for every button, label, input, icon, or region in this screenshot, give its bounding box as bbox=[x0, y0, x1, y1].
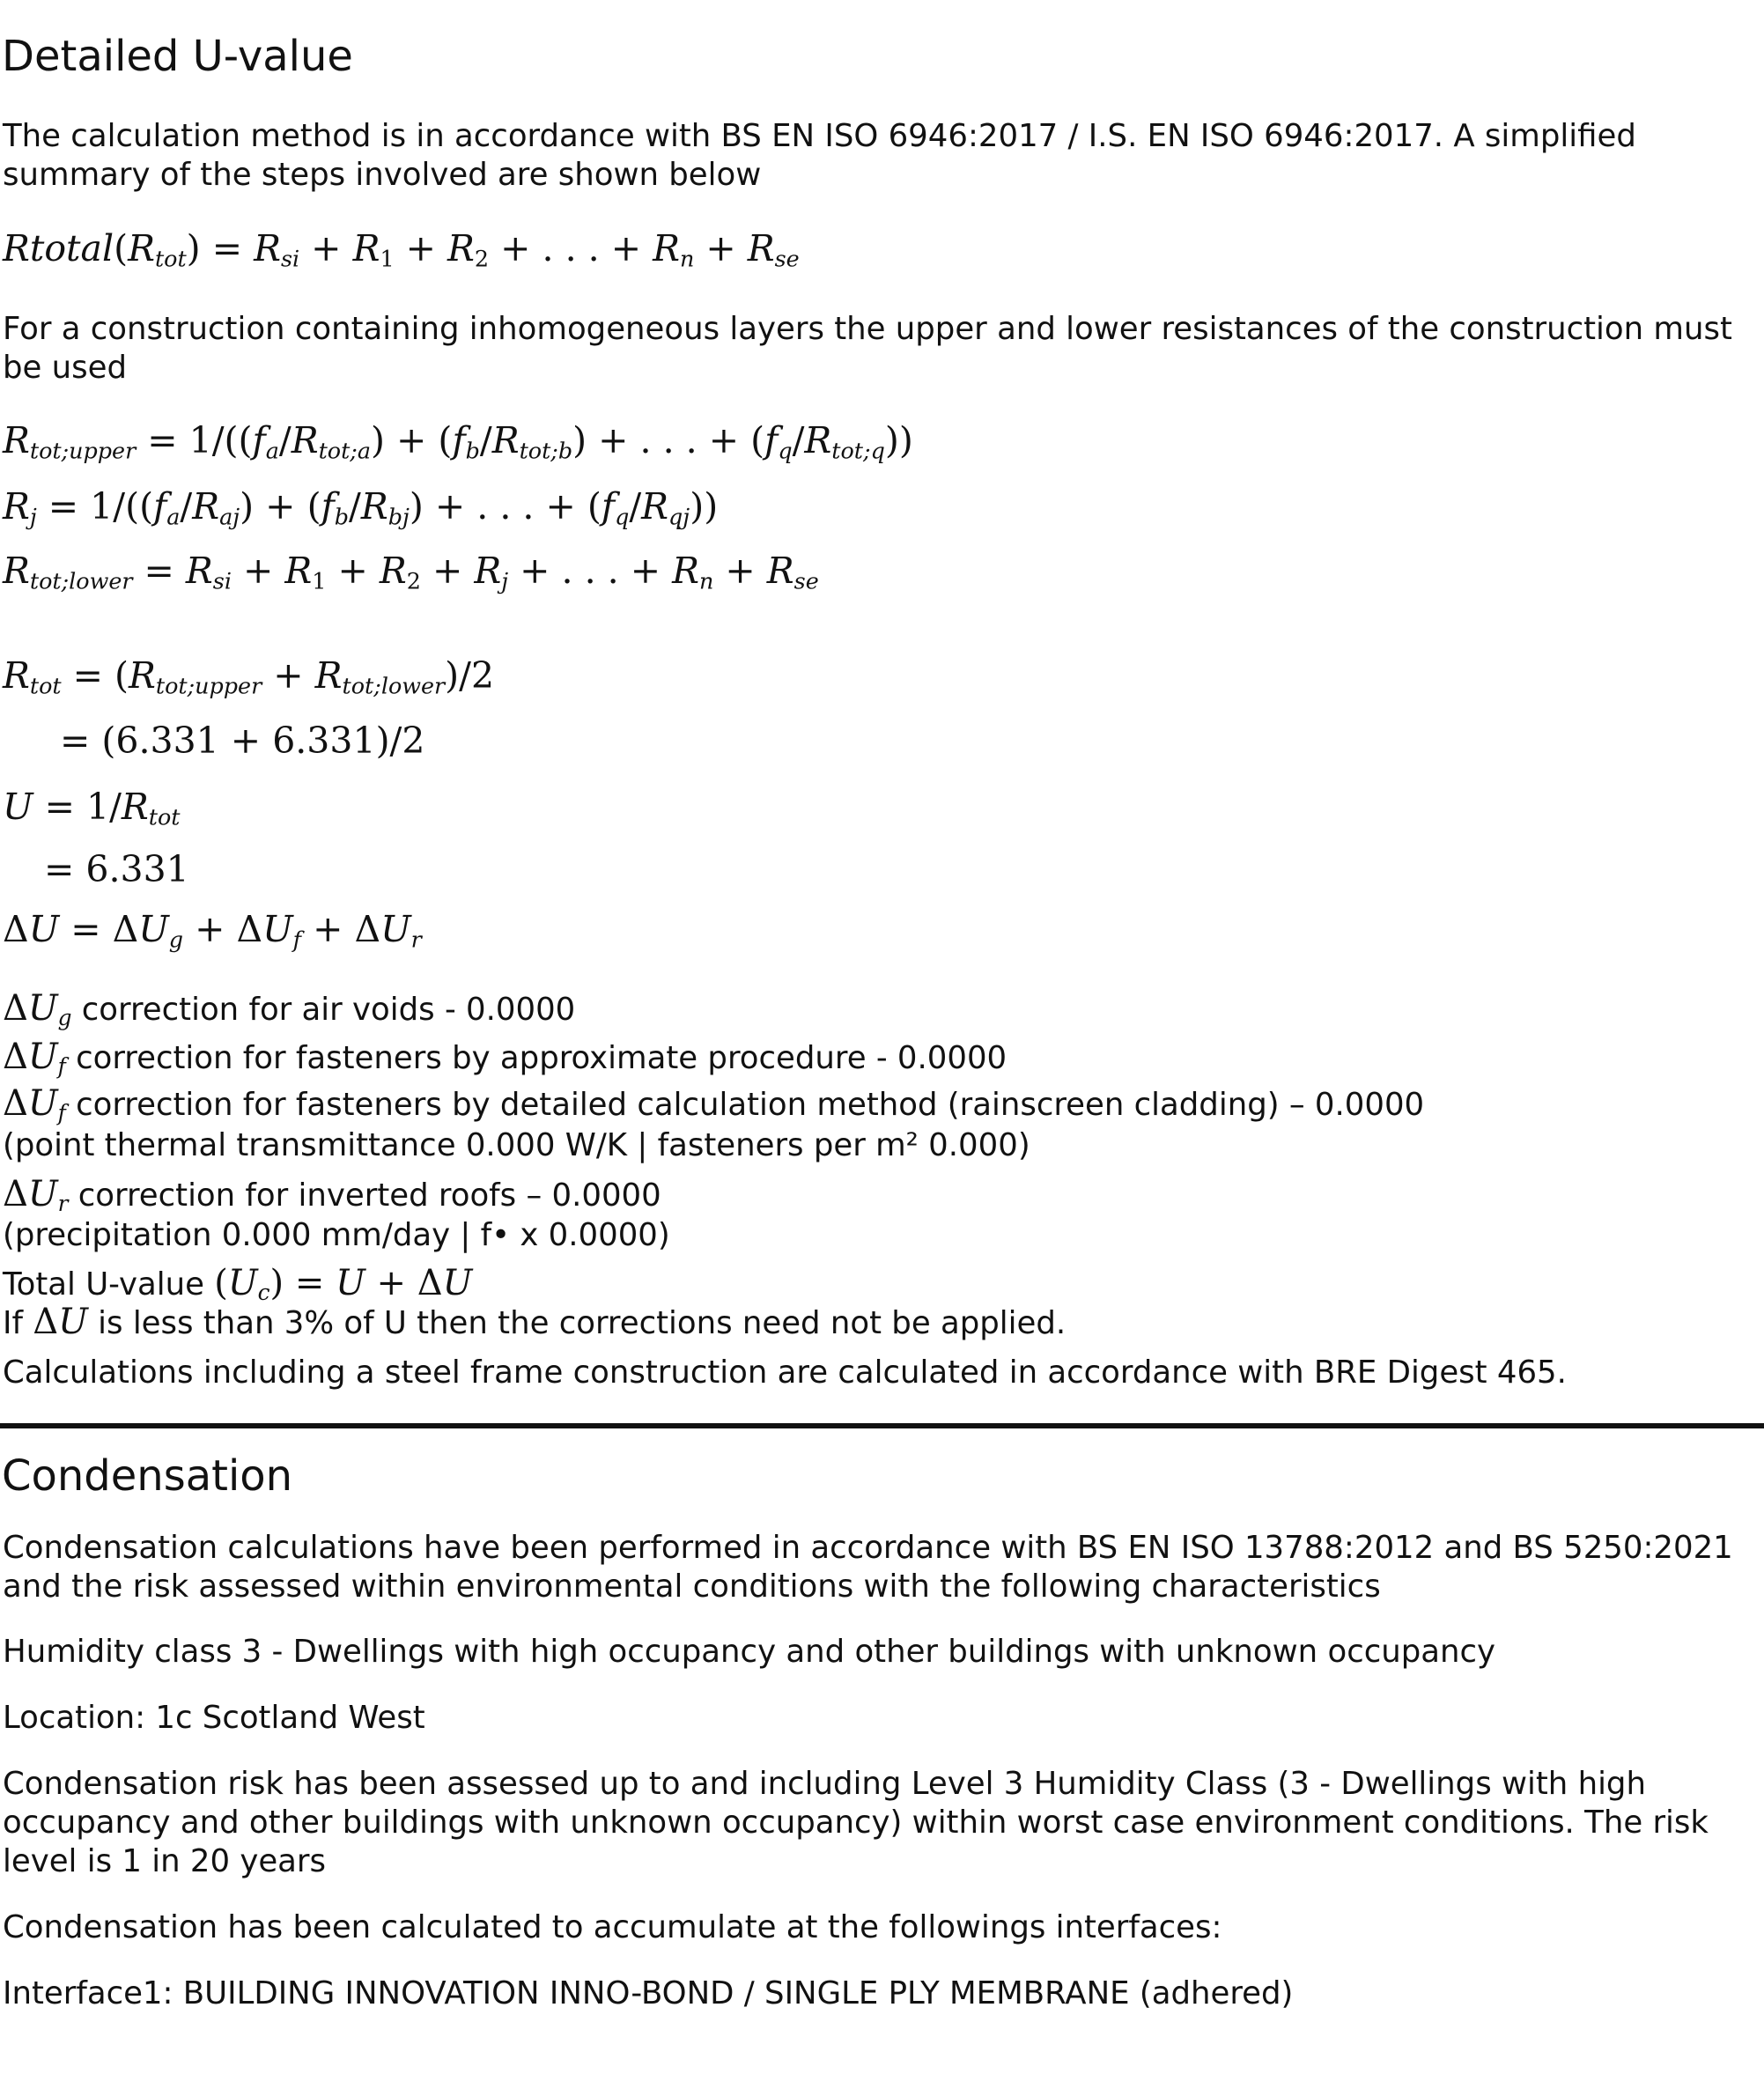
uvalue-intro: The calculation method is in accordance with BS EN ISO 6946:2017 / I.S. EN ISO 6946:2017. A simplified summary of the steps involved are shown below bbox=[3, 118, 1636, 193]
correction-fasteners-detailed: $\Delta U_f$ correction for fasteners by detailed calculation method (rainscreen cladding) – 0.0000 bbox=[3, 1083, 1425, 1126]
correction-inverted-roofs-note: (precipitation 0.000 mm/day | f• x 0.0000) bbox=[3, 1217, 670, 1253]
condensation-accumulate: Condensation has been calculated to accumulate at the followings interfaces: bbox=[3, 1909, 1222, 1945]
total-u-value: Total U-value $(U_c) = U + \Delta U$ bbox=[3, 1263, 473, 1306]
correction-inverted-roofs: $\Delta U_r$ correction for inverted roofs – 0.0000 bbox=[3, 1174, 661, 1217]
correction-air-voids: $\Delta U_g$ correction for air voids - 0.0000 bbox=[3, 988, 576, 1031]
formula-rtotal: $Rtotal(R_{tot}) = R_{si} + R_1 + R_2$ + . . . + $R_n + R_{se}$ bbox=[3, 227, 800, 272]
inhomogeneous-text: For a construction containing inhomogeneous layers the upper and lower resistances of the construction must be used bbox=[3, 311, 1732, 386]
section-divider bbox=[0, 1423, 1764, 1428]
condensation-risk: Condensation risk has been assessed up to and including Level 3 Humidity Class (3 - Dwellings with high occupancy and other buildings with unknown occupancy) within worst case environment conditions. The risk level is 1 in 20 years bbox=[3, 1766, 1709, 1879]
correction-fasteners-approx-text: correction for fasteners by approximate procedure - 0.0000 bbox=[76, 1040, 1007, 1076]
formula-rtot-average: $R_{tot} = (R_{tot;upper} + R_{tot;lower})/2$ bbox=[3, 654, 495, 699]
formula-rtot-lower: $R_{tot;lower} = R_{si} + R_1 + R_2 + R_j$ + . . . + $R_n + R_{se}$ bbox=[3, 550, 819, 594]
formula-u-value: = 6.331 bbox=[44, 848, 189, 890]
total-u-value-label: Total U-value bbox=[3, 1266, 204, 1303]
correction-fasteners-detailed-note: (point thermal transmittance 0.000 W/K | fasteners per m² 0.000) bbox=[3, 1127, 1030, 1163]
condensation-heading: Condensation bbox=[2, 1451, 293, 1501]
formula-rtot-upper: $R_{tot;upper} = 1/((f_a/R_{tot;a}) + (f_b/R_{tot;b})$ + . . . + $(f_q/R_{tot;q})$) bbox=[3, 419, 913, 464]
rtot-upper-value: 6.331 bbox=[115, 720, 219, 762]
correction-fasteners-approx: $\Delta U_f$ correction for fasteners by approximate procedure - 0.0000 bbox=[3, 1037, 1007, 1080]
formula-delta-u: $\Delta U = \Delta U_g + \Delta U_f + \Delta U_r$ bbox=[3, 908, 422, 953]
interface-1: Interface1: BUILDING INNOVATION INNO-BOND / SINGLE PLY MEMBRANE (adhered) bbox=[3, 1975, 1294, 2011]
corrections-threshold-note: If ΔU is less than 3% of U then the corrections need not be applied. bbox=[3, 1302, 1067, 1342]
formula-rtot-value: = (6.331 + 6.331)/2 bbox=[60, 720, 425, 762]
steel-frame-note: Calculations including a steel frame construction are calculated in accordance with BRE Digest 465. bbox=[3, 1354, 1567, 1391]
rtot-lower-value: 6.331 bbox=[272, 720, 376, 762]
formula-u: $U = 1/R_{tot}$ bbox=[3, 786, 181, 830]
humidity-class: Humidity class 3 - Dwellings with high occupancy and other buildings with unknown occupancy bbox=[3, 1634, 1496, 1670]
condensation-intro: Condensation calculations have been performed in accordance with BS EN ISO 13788:2012 and BS 5250:2021 and the risk assessed within environmental conditions with the following characteristics bbox=[3, 1530, 1733, 1605]
uvalue-heading: Detailed U-value bbox=[2, 32, 353, 81]
correction-air-voids-text: correction for air voids - 0.0000 bbox=[81, 992, 576, 1028]
correction-inverted-roofs-text: correction for inverted roofs – 0.0000 bbox=[77, 1177, 661, 1214]
formula-rj: $R_j = 1/((f_a/R_{aj}) + (f_b/R_{bj})$ + . . . + $(f_q/R_{qj})$) bbox=[3, 485, 719, 530]
if-prefix: If bbox=[3, 1305, 23, 1341]
location: Location: 1c Scotland West bbox=[3, 1700, 425, 1736]
u-value: 6.331 bbox=[85, 848, 189, 890]
if-suffix: is less than 3% of U then the corrections need not be applied. bbox=[98, 1305, 1067, 1341]
correction-fasteners-detailed-text: correction for fasteners by detailed calculation method (rainscreen cladding) – 0.0000 bbox=[76, 1087, 1425, 1123]
